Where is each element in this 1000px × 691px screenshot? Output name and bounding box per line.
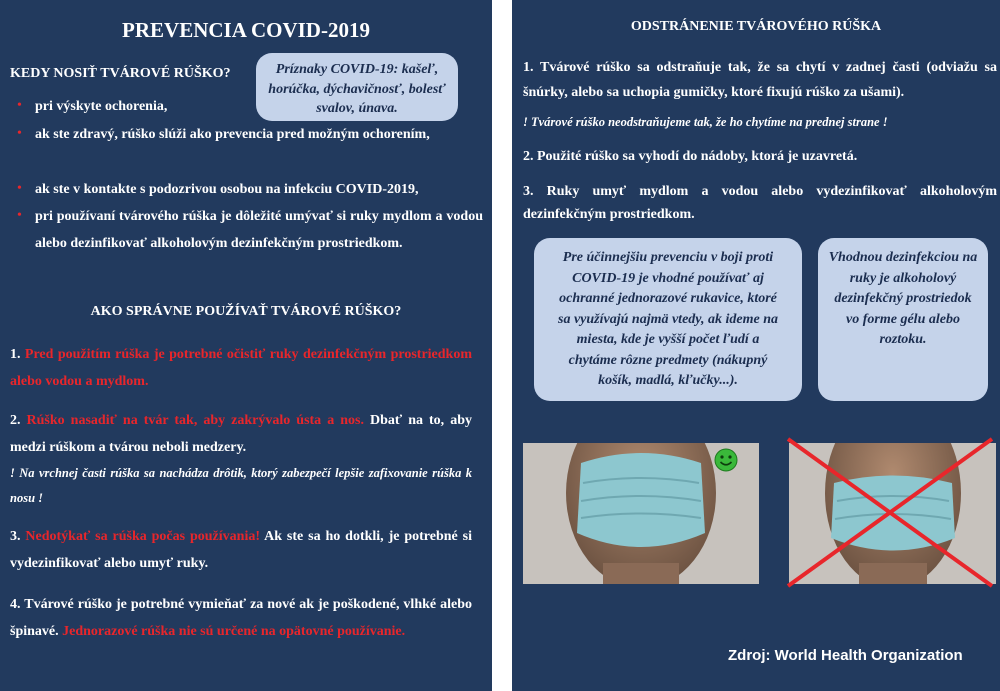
step-3 [10, 523, 472, 577]
removal-warning: ! Tvárové rúško neodstraňujeme tak, že ho chytíme na prednej strane ! [523, 115, 888, 129]
step-1-number: 1. [10, 347, 21, 362]
bullet-2: ak ste zdravý, rúško slúži ako prevencia pred možným ochorením, [35, 127, 430, 142]
removal-step-1: 1. Tvárové rúško sa odstraňuje tak, že sa chytí v zadnej časti (odviažu sa šnúrky, alebo sa uchopia gumičky, ktoré fixujú rúško za ušami). [523, 60, 997, 100]
bullet-3: ak ste v kontakte s podozrivou osobou na infekciu COVID-2019, [35, 182, 419, 197]
removal-heading: ODSTRÁNENIE TVÁROVÉHO RÚŠKA [630, 19, 882, 34]
step-1-red-text: Pred použitím rúška je potrebné očistiť ruky dezinfekčným prostriedkom alebo vodou a mydlom. [10, 347, 472, 389]
how-heading: AKO SPRÁVNE POUŽÍVAŤ TVÁROVÉ RÚŠKO? [90, 304, 402, 319]
step-3-white-text: Ak ste sa ho dotkli, je potrebné si vydezinfikovať alebo umyť ruky. [10, 529, 473, 571]
left-panel [0, 0, 492, 691]
bullet-marker: • [17, 208, 22, 223]
step-4-number: 4. [10, 597, 21, 612]
right-panel [512, 0, 1000, 691]
source-credit: Zdroj: World Health Organization [728, 647, 963, 664]
step-2-white-text: Dbať na to, aby medzi rúškom a tvárou neboli medzery. [10, 413, 472, 455]
step-4-white-text: Tvárové rúško je potrebné vymieňať za nové ak je poškodené, vlhké alebo špinavé. [10, 597, 472, 639]
step-2-red-text: Rúško nasadiť na tvár tak, aby zakrývalo ústa a nos. [26, 413, 364, 428]
removal-step-3: 3. Ruky umyť mydlom a vodou alebo vydezinfikovať alkoholovým dezinfekčným prostriedkom. [523, 184, 997, 222]
gloves-bubble: Pre účinnejšiu prevenciu v boji proti COVID-19 je vhodné používať aj ochranné jednorazové rukavice, ktoré sa využívajú najmä vtedy, ak ideme na miesta, kde je vyšší počet ľudí a chytáme rôzne predmety (nákupný košík, madlá, kľučky...). [534, 238, 802, 401]
red-cross-icon [780, 435, 1000, 595]
step-2-number: 2. [10, 413, 21, 428]
smiley-icon [714, 448, 738, 477]
bullet-marker: • [17, 126, 22, 141]
step-2-note: ! Na vrchnej časti rúška sa nachádza drôtik, ktorý zabezpečí lepšie zafixovanie rúška k nosu ! [10, 466, 472, 505]
bullet-1: pri výskyte ochorenia, [35, 99, 168, 114]
bullet-marker: • [17, 181, 22, 196]
page-title: PREVENCIA COVID-2019 [122, 18, 370, 42]
step-4-red-text: Jednorazové rúška nie sú určené na opätovné používanie. [58, 624, 406, 639]
step-3-number: 3. [10, 529, 21, 544]
when-heading: KEDY NOSIŤ TVÁROVÉ RÚŠKO? [10, 66, 231, 81]
gel-bubble: Vhodnou dezinfekciou na ruky je alkoholový dezinfekčný prostriedok vo forme gélu alebo roztoku. [818, 238, 988, 401]
step-4 [10, 591, 472, 645]
bullet-marker: • [17, 98, 22, 113]
step-1 [10, 341, 472, 395]
bullet-4: pri používaní tvárového rúška je dôležité umývať si ruky mydlom a vodou alebo dezinfikovať alkoholovým dezinfekčným prostriedkom. [35, 209, 483, 251]
step-3-red-text: Nedotýkať sa rúška počas používania! [25, 529, 260, 544]
removal-step-2: 2. Použité rúško sa vyhodí do nádoby, ktorá je uzavretá. [523, 149, 858, 164]
symptoms-bubble: Príznaky COVID-19: kašeľ, horúčka, dýchavičnosť, bolesť svalov, únava. [256, 53, 458, 121]
step-2 [10, 407, 472, 461]
